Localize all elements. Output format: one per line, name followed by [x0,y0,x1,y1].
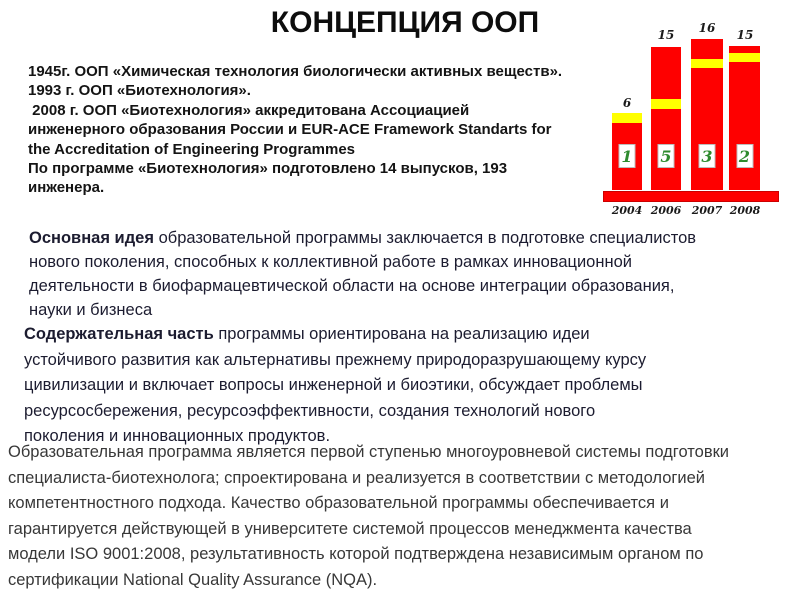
chart-bar-2008 [729,46,760,190]
content-part-paragraph [24,322,646,450]
bar-stripe [729,53,760,62]
chart-axis-bar [603,191,779,202]
x-axis-label: 2007 [691,204,723,217]
main-idea-line: науки и бизнеса [29,301,153,319]
main-idea-line: нового поколения, способных к коллективной работе в рамках инновационной [29,253,632,271]
bar-number-box: 3 [699,144,716,168]
history-line: 1945г. ООП «Химическая технология биологически активных веществ». [28,63,563,80]
content-part-line [24,322,646,348]
bar-value-label: 16 [698,21,716,35]
x-axis-label: 2006 [650,204,682,217]
history-line: 1993 г. ООП «Биотехнология». [28,82,251,100]
graduates-bar-chart [600,22,790,218]
chart-bar-2004 [612,113,642,190]
main-idea-lead: Основная идея [29,229,154,247]
main-idea-paragraph [29,226,696,322]
history-line: По программе «Биотехнология» подготовлено 14 выпусков, 193 [28,160,508,178]
bar-stripe [612,113,642,123]
edu-program-line: гарантируется действующей в университете системой процессов менеджмента качества [8,519,692,538]
content-part-line-rest: программы ориентирована на реализацию идеи [213,325,590,343]
history-paragraph [28,62,562,198]
content-part-line: ресурсосбережения, ресурсоэффективности, создания технологий нового [24,401,596,420]
bar-number-box: 2 [736,144,753,168]
bar-number-box: 1 [619,144,636,168]
bar-number-box: 5 [658,144,675,168]
history-line: инженера. [28,179,105,197]
content-part-line: устойчивого развития как альтернативы прежнему природоразрушающему курсу [24,350,647,369]
main-idea-line: деятельности в биофармацевтической области на основе интеграции образования, [29,277,675,295]
bar-stripe [651,99,681,109]
edu-program-line: сертификации National Quality Assurance (NQA). [8,570,378,589]
edu-program-line: специалиста-биотехнолога; спроектирована и реализуется в соответствии с методологией [8,468,705,487]
chart-bar-2007 [691,39,723,190]
x-axis-label: 2004 [611,204,643,217]
content-part-line: цивилизации и включает вопросы инженерной и биоэтики, обсуждает проблемы [24,376,643,394]
edu-program-line: Образовательная программа является первой ступенью многоуровневой системы подготовки [8,443,730,461]
main-idea-line-rest: образовательной программы заключается в подготовке специалистов [153,229,697,247]
content-part-line: поколения и инновационных продуктов. [24,427,331,445]
edu-program-line: модели ISO 9001:2008, результативность которой подтверждена независимым органом по [8,545,704,563]
edu-program-line: компетентностного подхода. Качество образовательной программы обеспечивается и [8,494,669,512]
chart-bar-2006 [651,47,681,190]
bar-value-label: 6 [622,96,632,110]
history-line: 2008 г. ООП «Биотехнология» аккредитована Ассоциацией [28,101,470,119]
x-axis-label: 2008 [729,204,761,217]
page-title: КОНЦЕПЦИЯ ООП [270,6,540,39]
main-idea-line [29,226,696,250]
history-line: инженерного образования России и EUR-ACE Framework Standarts for [28,121,552,139]
edu-program-paragraph [8,440,729,593]
history-line: the Accreditation of Engineering Programmes [28,140,356,158]
bar-value-label: 15 [657,28,675,42]
bar-stripe [691,59,723,68]
content-part-lead: Содержательная часть [24,325,214,343]
bar-value-label: 15 [736,28,754,42]
